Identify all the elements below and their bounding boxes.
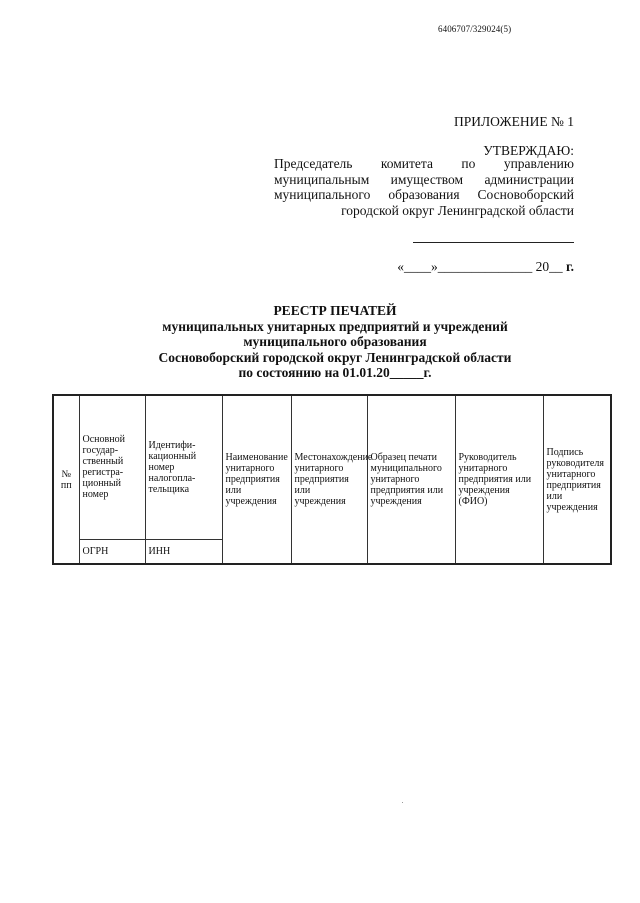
approval-date xyxy=(397,259,574,275)
subheader-inn: ИНН xyxy=(145,539,222,564)
title-line-5: по состоянию на 01.01.20_____г. xyxy=(238,365,432,380)
document-code: 6406707/329024(5) xyxy=(438,24,512,34)
document-title xyxy=(100,303,570,381)
signature-line xyxy=(413,242,574,243)
approver-block xyxy=(274,156,574,218)
date-quote-open: « xyxy=(397,259,405,274)
approver-line: городской округ Ленинградской области xyxy=(341,202,574,218)
title-line-4: Сосновоборский городской округ Ленинградской области xyxy=(158,349,512,365)
header-ogrn: Основной государ-ственный регистра-ционный номер xyxy=(79,395,145,539)
date-quote-close: » xyxy=(431,259,438,274)
approver-line: Председатель комитета по управлению xyxy=(274,156,574,171)
header-head: Руководитель унитарного предприятия или учреждения (ФИО) xyxy=(455,395,543,564)
registry-table xyxy=(52,394,612,565)
approver-line: муниципального образования Сосновоборский xyxy=(274,187,574,202)
date-year: 20__ xyxy=(532,259,563,274)
date-suffix: г. xyxy=(562,259,574,274)
date-month-blank: ______________ xyxy=(437,259,533,274)
header-location: Местонахождение унитарного предприятия или учреждения xyxy=(291,395,367,564)
title-line-1: РЕЕСТР ПЕЧАТЕЙ xyxy=(273,303,397,318)
title-line-2: муниципальных унитарных предприятий и учреждений xyxy=(162,318,508,334)
scan-speck xyxy=(402,802,403,803)
header-signature: Подпись руководителя унитарного предприятия или учреждения xyxy=(543,395,611,564)
approver-line: муниципальным имуществом администрации xyxy=(274,171,574,187)
subheader-ogrn: ОГРН xyxy=(79,539,145,564)
header-inn: Идентифи-кационный номер налогопла-тельщика xyxy=(145,395,222,539)
title-line-3: муниципального образования xyxy=(243,334,427,349)
header-name: Наименование унитарного предприятия или учреждения xyxy=(222,395,291,564)
header-number: № пп xyxy=(53,395,79,564)
appendix-label: ПРИЛОЖЕНИЕ № 1 xyxy=(453,114,574,129)
header-seal-sample: Образец печати муниципального унитарного предприятия или учреждения xyxy=(367,395,455,564)
date-day-blank: ____ xyxy=(404,259,432,274)
approve-label: УТВЕРЖДАЮ: xyxy=(483,143,574,158)
